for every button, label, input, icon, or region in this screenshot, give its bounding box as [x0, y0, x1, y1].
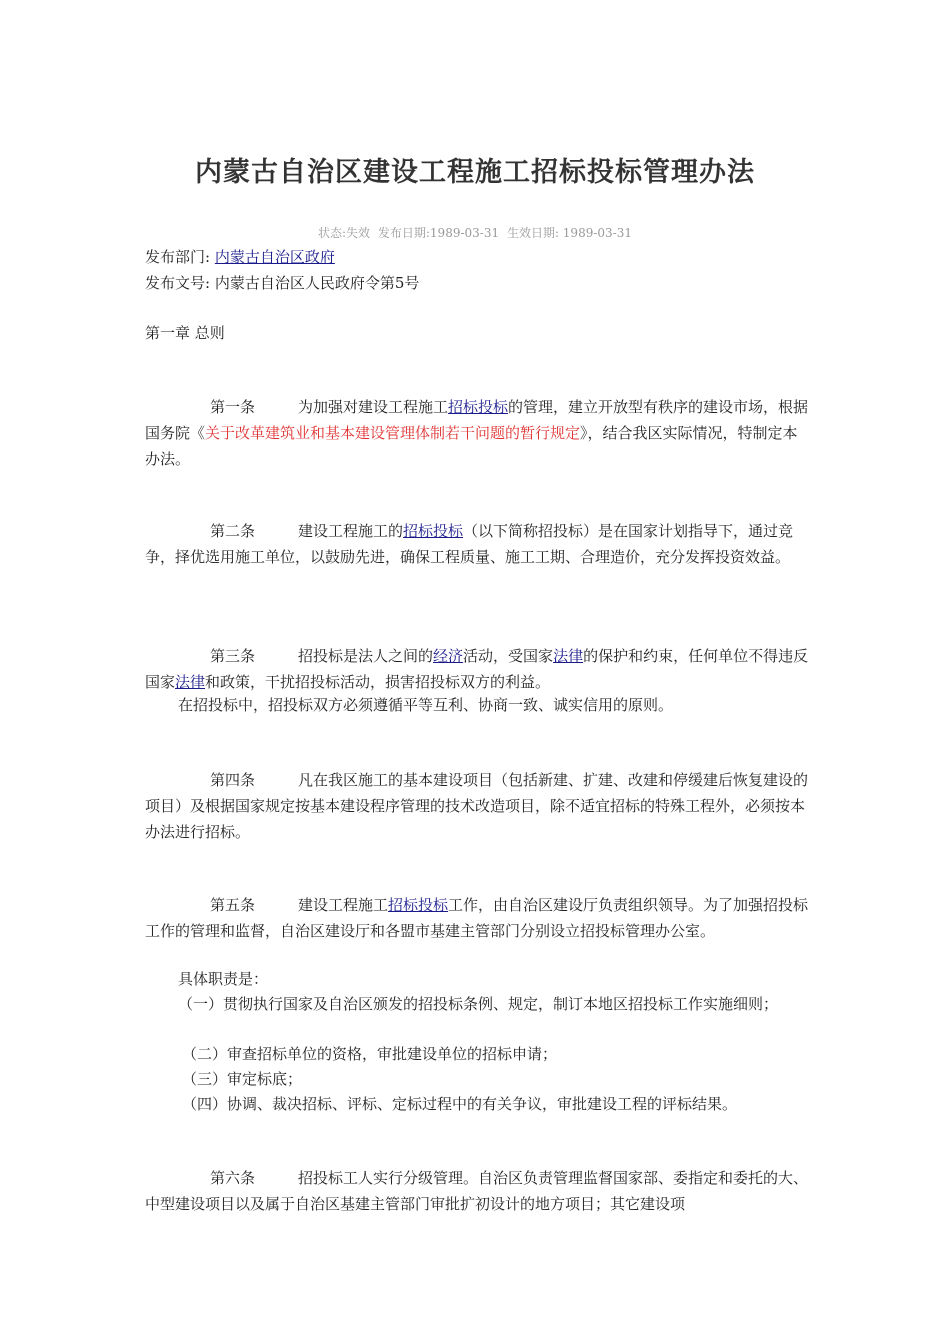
- article-2-text: 建设工程施工的: [298, 522, 404, 540]
- status-effective-date: 生效日期: 1989-03-31: [506, 226, 632, 240]
- link-zhaobiao-toubiao[interactable]: 招标投标: [448, 398, 509, 416]
- article-6: [145, 1165, 810, 1217]
- article-3-text-4: 和政策，干扰招投标活动，损害招投标双方的利益。: [205, 673, 551, 691]
- status-line: [0, 224, 950, 241]
- status-state: 状态:失效: [318, 226, 371, 240]
- article-5-text-2: 工作，由自治区建设厅负责组织领导。为了加强招投标工作的管理和监督，自治区建设厅和各盟市基建主管部门分别设立招投标管理办公室。: [145, 896, 809, 940]
- article-5: [145, 892, 810, 944]
- publish-dept-link[interactable]: 内蒙古自治区政府: [214, 248, 335, 266]
- article-1-text-2: 的管理，建立开放型有秩序的建设市场，根据国务院《: [145, 398, 809, 442]
- duty-item-4: （四）协调、裁决招标、评标、定标过程中的有关争议，审批建设工程的评标结果。: [182, 1095, 738, 1113]
- article-1-text-3: 》，结合我区实际情况，特制定本办法。: [145, 424, 798, 468]
- article-1-number: 第一条: [210, 398, 256, 416]
- article-2: [145, 518, 810, 570]
- article-3-number: 第三条: [210, 647, 256, 665]
- duty-item-3: （三）审定标底；: [182, 1070, 303, 1088]
- article-3-text: 招投标是法人之间的: [298, 647, 434, 665]
- article-4-number: 第四条: [210, 771, 256, 789]
- publish-dept-row: [145, 246, 335, 267]
- duty-item-2: （二）审查招标单位的资格，审批建设单位的招标申请；: [182, 1045, 558, 1063]
- article-3: [145, 643, 810, 695]
- article-3-paragraph-2: 在招投标中，招投标双方必须遵循平等互利、协商一致、诚实信用的原则。: [178, 696, 674, 714]
- article-5-text: 建设工程施工: [298, 896, 389, 914]
- article-6-text: 招投标工人实行分级管理。自治区负责管理监督国家部、委指定和委托的大、中型建设项目以及属于自治区基建主管部门审批扩初设计的地方项目；其它建设项: [145, 1169, 809, 1213]
- link-falv[interactable]: 法律: [553, 647, 584, 665]
- article-6-number: 第六条: [210, 1169, 256, 1187]
- article-2-number: 第二条: [210, 522, 256, 540]
- article-4: [145, 767, 810, 845]
- article-3-text-3: 的保护和约束，任何单位不得违反国家: [145, 647, 809, 691]
- link-zhaobiao-toubiao[interactable]: 招标投标: [403, 522, 464, 540]
- article-5-number: 第五条: [210, 896, 256, 914]
- publish-dept-label: 发布部门:: [145, 248, 215, 266]
- chapter-heading: 第一章 总则: [145, 324, 225, 342]
- link-falv-2[interactable]: 法律: [175, 673, 206, 691]
- link-jingji[interactable]: 经济: [433, 647, 464, 665]
- article-2-text-2: （以下简称招投标）是在国家计划指导下，通过竞争，择优选用施工单位，以鼓励先进，确保工程质量、施工工期、合理造价，充分发挥投资效益。: [145, 522, 794, 566]
- duty-item-1: （一）贯彻执行国家及自治区颁发的招投标条例、规定，制订本地区招投标工作实施细则；: [178, 995, 779, 1013]
- page-title: 内蒙古自治区建设工程施工招标投标管理办法: [195, 157, 755, 188]
- link-zhaobiao-toubiao[interactable]: 招标投标: [388, 896, 449, 914]
- article-3-text-2: 活动，受国家: [463, 647, 554, 665]
- doc-number-value: 内蒙古自治区人民政府令第5号: [214, 274, 420, 292]
- article-1-text: 为加强对建设工程施工: [298, 398, 449, 416]
- doc-number-row: [145, 272, 419, 293]
- status-publish-date: 发布日期:1989-03-31: [377, 226, 500, 240]
- regulation-title-red: 关于改革建筑业和基本建设管理体制若干问题的暂行规定: [205, 424, 581, 442]
- article-4-text: 凡在我区施工的基本建设项目（包括新建、扩建、改建和停缓建后恢复建设的项目）及根据国家规定按基本建设程序管理的技术改造项目，除不适宜招标的特殊工程外，必须按本办法进行招标。: [145, 771, 809, 841]
- duties-heading: 具体职责是：: [178, 970, 269, 988]
- doc-number-label: 发布文号:: [145, 274, 215, 292]
- article-1: [145, 394, 810, 472]
